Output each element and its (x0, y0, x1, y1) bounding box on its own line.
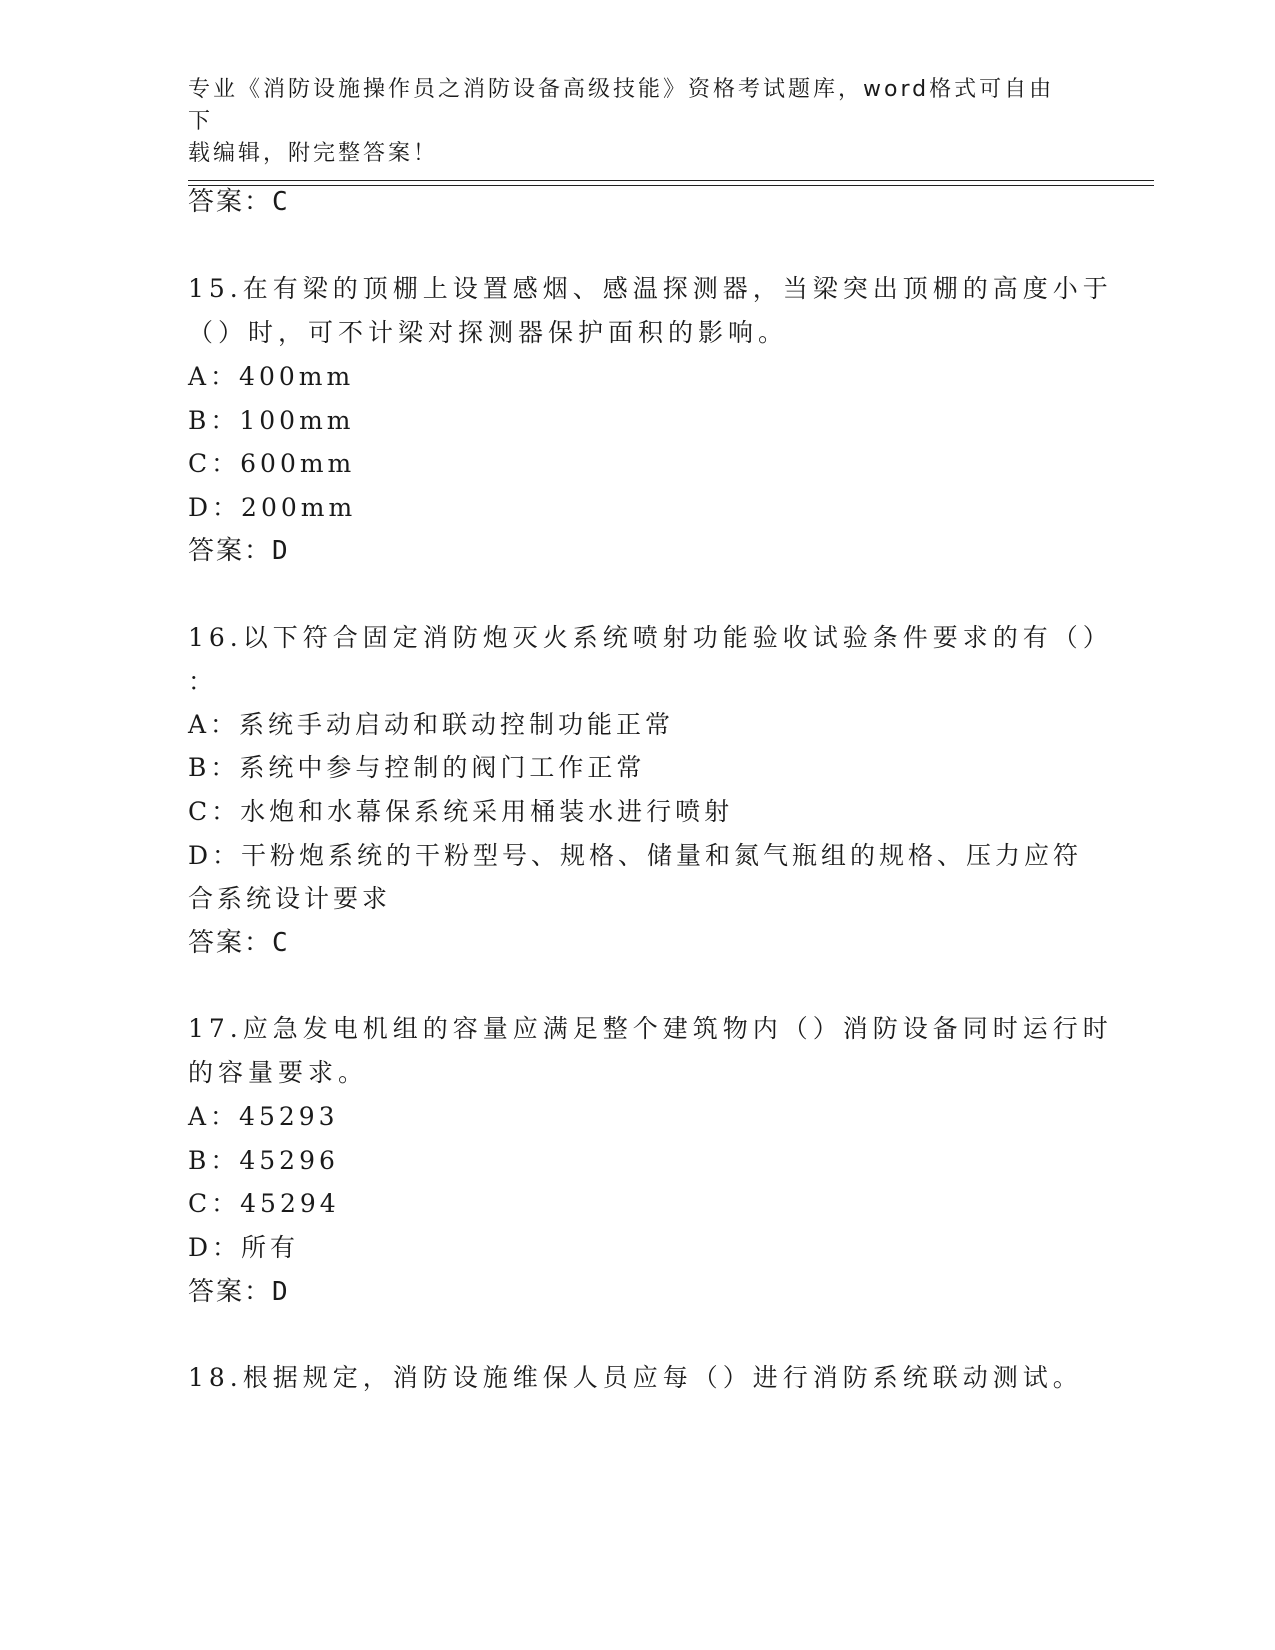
answer-value: C (272, 187, 290, 217)
answer-value: D (272, 536, 290, 566)
question-17-option-b: B：45296 (188, 1146, 339, 1175)
header-rule-top (188, 180, 1154, 181)
header-rule-bottom (188, 185, 1154, 186)
question-17-stem-line-2: 的容量要求。 (188, 1058, 369, 1087)
question-17-stem-line-1: 17.应急发电机组的容量应满足整个建筑物内（）消防设备同时运行时 (188, 1014, 1113, 1043)
question-17-answer (188, 1276, 290, 1308)
question-16-stem-line-2: ： (188, 667, 219, 696)
answer-label: 答案： (188, 1277, 273, 1307)
answer-label: 答案： (188, 187, 273, 217)
question-17-option-d: D：所有 (188, 1233, 300, 1262)
answer-value: D (272, 1277, 290, 1307)
answer-label: 答案： (188, 928, 273, 958)
answer-label: 答案： (188, 536, 273, 566)
question-16-option-b: B：系统中参与控制的阀门工作正常 (188, 753, 646, 782)
answer-previous (188, 186, 290, 218)
question-16-option-a: A：系统手动启动和联动控制功能正常 (188, 710, 675, 739)
question-15-option-a: A：400mm (188, 362, 355, 391)
header-line-1: 专业《消防设施操作员之消防设备高级技能》资格考试题库，word格式可自由下 (188, 77, 1055, 134)
question-17-option-a: A：45293 (188, 1102, 339, 1131)
answer-value: C (272, 928, 290, 958)
document-header (188, 74, 1068, 170)
question-18-stem-line-1: 18.根据规定，消防设施维保人员应每（）进行消防系统联动测试。 (188, 1363, 1083, 1392)
question-15-option-b: B：100mm (188, 406, 355, 435)
question-17-option-c: C：45294 (188, 1189, 340, 1218)
question-15-option-c: C：600mm (188, 449, 356, 478)
question-15-stem-line-1: 15.在有梁的顶棚上设置感烟、感温探测器，当梁突出顶棚的高度小于 (188, 274, 1113, 303)
question-15-answer (188, 535, 290, 567)
question-15-stem-line-2: （）时，可不计梁对探测器保护面积的影响。 (188, 318, 789, 347)
question-16-option-d: D：干粉炮系统的干粉型号、规格、储量和氮气瓶组的规格、压力应符 (188, 841, 1083, 870)
question-15-option-d: D：200mm (188, 493, 357, 522)
question-16-option-c: C：水炮和水幕保系统采用桶装水进行喷射 (188, 797, 734, 826)
question-16-stem-line-1: 16.以下符合固定消防炮灭火系统喷射功能验收试验条件要求的有（） (188, 623, 1113, 652)
question-16-option-d-continued: 合系统设计要求 (188, 884, 392, 913)
question-16-answer (188, 927, 290, 959)
header-line-2: 载编辑，附完整答案！ (188, 141, 439, 166)
